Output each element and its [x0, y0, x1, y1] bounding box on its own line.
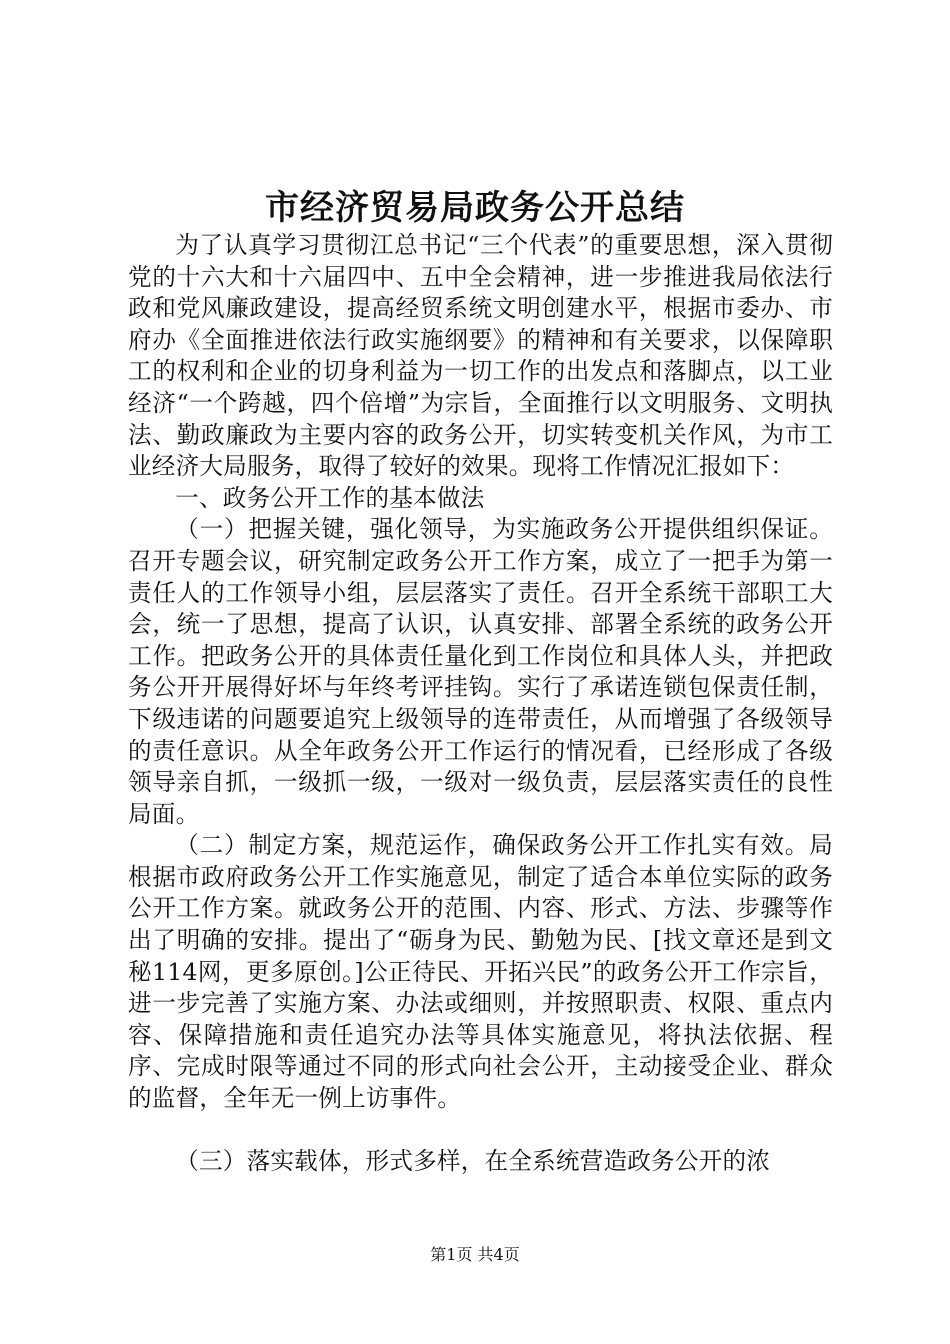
- page-number-footer: 第1页 共4页: [430, 1245, 520, 1264]
- section-heading-basic-practices: 一、政务公开工作的基本做法: [175, 483, 485, 512]
- paragraph-item-2: （二）制定方案，规范运作，确保政务公开工作扎实有效。局根据市政府政务公开工作实施意见，制定了适合本单位实际的政务公开工作方案。就政务公开的范围、内容、形式、方法、步骤等作出了明确的安排。提出了“砺身为民、勤勉为民、[找文章还是到文秘114网，更多原创。]公正待民、开拓兴民”的政务公开工作宗旨，进一步完善了实施方案、办法或细则，并按照职责、权限、重点内容、保障措施和责任追究办法等具体实施意见，将执法依据、程序、完成时限等通过不同的形式向社会公开，主动接受企业、群众的监督，全年无一例上访事件。: [128, 831, 833, 1113]
- paragraph-item-3: （三）落实载体，形式多样，在全系统营造政务公开的浓: [175, 1146, 771, 1175]
- paragraph-intro: 为了认真学习贯彻江总书记“三个代表”的重要思想，深入贯彻党的十六大和十六届四中、五中全会精神，进一步推进我局依法行政和党风廉政建设，提高经贸系统文明创建水平，根据市委办、市府办《全面推进依法行政实施纲要》的精神和有关要求，以保障职工的权利和企业的切身利益为一切工作的出发点和落脚点，以工业经济“一个跨越，四个倍增”为宗旨，全面推行以文明服务、文明执法、勤政廉政为主要内容的政务公开，切实转变机关作风，为市工业经济大局服务，取得了较好的效果。现将工作情况汇报如下：: [128, 231, 833, 481]
- paragraph-item-1: （一）把握关键，强化领导，为实施政务公开提供组织保证。召开专题会议，研究制定政务公开工作方案，成立了一把手为第一责任人的工作领导小组，层层落实了责任。召开全系统干部职工大会，统一了思想，提高了认识，认真安排、部署全系统的政务公开工作。把政务公开的具体责任量化到工作岗位和具体人头，并把政务公开开展得好坏与年终考评挂钩。实行了承诺连锁包保责任制，下级违诺的问题要追究上级领导的连带责任，从而增强了各级领导的责任意识。从全年政务公开工作运行的情况看，已经形成了各级领导亲自抓，一级抓一级，一级对一级负责，层层落实责任的良性局面。: [128, 515, 833, 828]
- document-body: [128, 230, 833, 1177]
- document-title: 市经济贸易局政务公开总结: [265, 188, 685, 228]
